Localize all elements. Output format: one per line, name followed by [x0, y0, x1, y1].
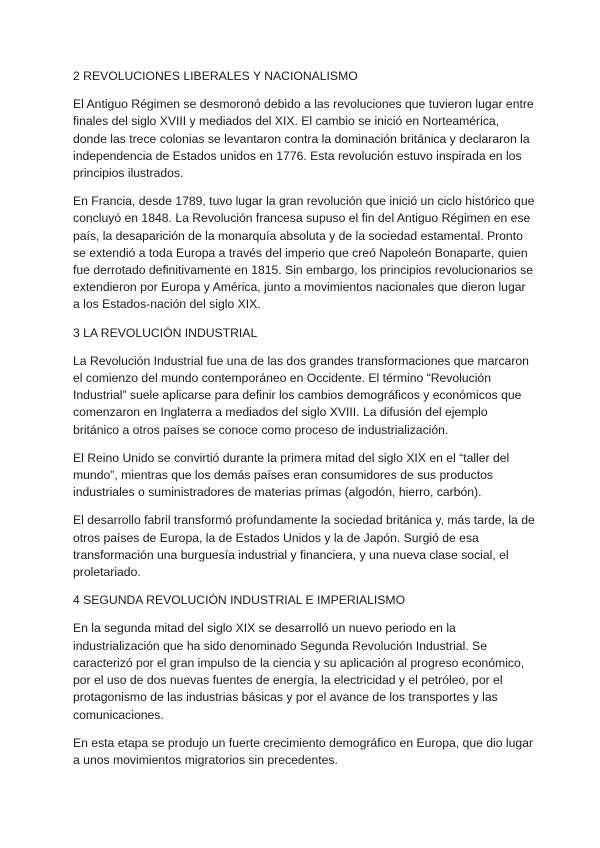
paragraph: En Francia, desde 1789, tuvo lugar la gran revolución que inició un ciclo histórico que concluyó en 1848. La Revolución francesa supuso el fin del Antiguo Régimen en ese país, la desaparición de la monarquía absoluta y de la sociedad estamental. Pronto se extendió a toda Europa a través del imperio que creó Napoleón Bonaparte, quien fue derrotado definitivamente en 1815. Sin embargo, los principios revolucionarios se extendieron por Europa y América, junto a movimientos nacionales que dieron lugar a los Estados-nación del siglo XIX. — [73, 194, 535, 312]
section-heading: 4 SEGUNDA REVOLUCIÓN INDUSTRIAL E IMPERIALISMO — [73, 593, 406, 608]
section-heading: 2 REVOLUCIONES LIBERALES Y NACIONALISMO — [73, 69, 358, 83]
section-revoluciones-liberales — [73, 68, 535, 314]
paragraph: La Revolución Industrial fue una de las dos grandes transformaciones que marcaron el comienzo del mundo contemporáneo en Occidente. El término “Revolución Industrial” suele aplicarse para definir los cambios demográficos y económicos que comenzaron en Inglaterra a mediados del siglo XVIII. La difusión del ejemplo británico a otros países se conoce como proceso de industrialización. — [73, 353, 529, 437]
section-heading: 3 LA REVOLUCIÓN INDUSTRIAL — [73, 325, 258, 340]
paragraph: El Reino Unido se convirtió durante la primera mitad del siglo XIX en el “taller del mundo”, mientras que los demás países eran consumidores de sus productos industriales o suministradores de materias primas (algodón, hierro, carbón). — [73, 450, 510, 500]
paragraph: En esta etapa se produjo un fuerte crecimiento demográfico en Europa, que dio lugar a unos movimientos migratorios sin precedentes. — [73, 735, 534, 767]
paragraph: En la segunda mitad del siglo XIX se desarrolló un nuevo periodo en la industrialización que ha sido denominado Segunda Revolución Industrial. Se caracterizó por el gran impulso de la ciencia y su aplicación al progreso económico, por el uso de dos nuevas fuentes de energía, la electricidad y el petróleo, por el protagonismo de las industrias básicas y por el avance de los transportes y las comunicaciones. — [73, 621, 525, 722]
section-revolucion-industrial — [73, 325, 535, 582]
paragraph: El desarrollo fabril transformó profundamente la sociedad británica y, más tarde, la de otros países de Europa, la de Estados Unidos y la de Japón. Surgió de esa transformación una burguesía industrial y financiera, y una nueva clase social, el proletariado. — [73, 513, 535, 580]
paragraph: El Antiguo Régimen se desmoronó debido a las revoluciones que tuvieron lugar entre finales del siglo XVIII y mediados del XIX. El cambio se inició en Norteamérica, donde las trece colonias se levantaron contra la dominación británica y declararon la independencia de Estados unidos en 1776. Esta revolución estuvo inspirada en los principios ilustrados. — [73, 97, 534, 181]
document-page — [73, 68, 535, 780]
section-segunda-revolucion-industrial — [73, 592, 535, 769]
